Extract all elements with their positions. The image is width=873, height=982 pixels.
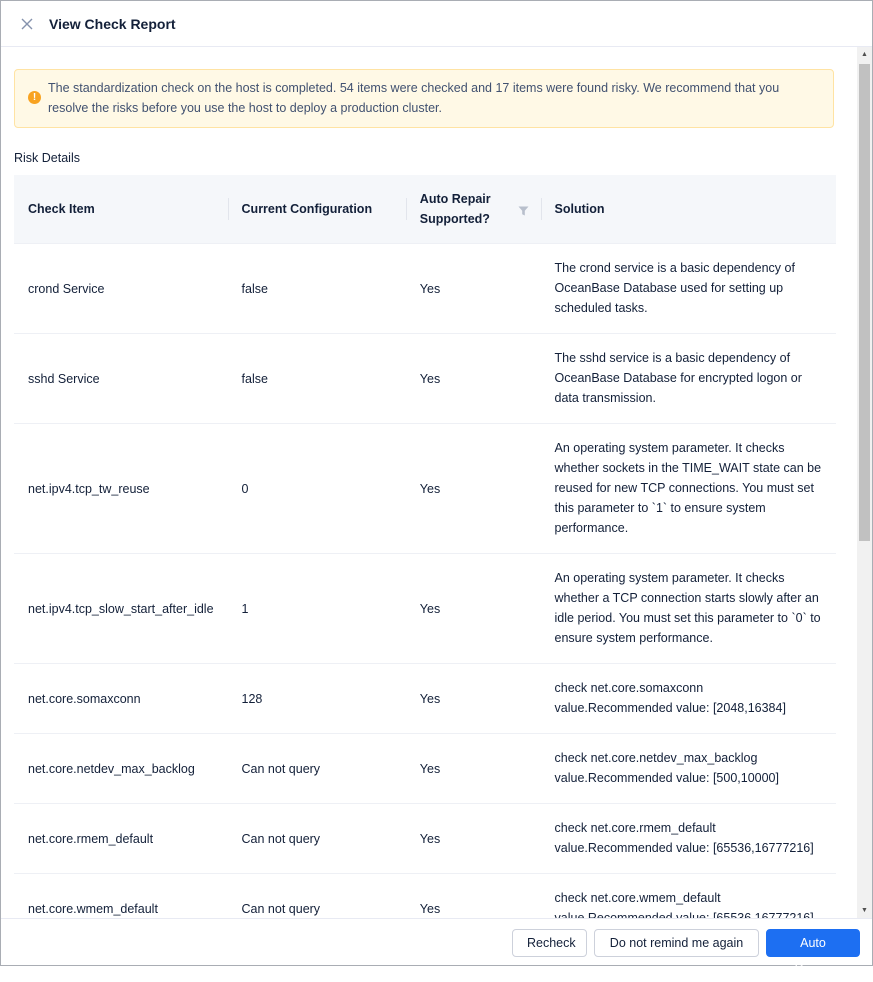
column-divider [228,198,229,220]
table-row [14,424,836,554]
column-header-current-configuration [228,175,406,244]
cell-solution: An operating system parameter. It checks whether a TCP connection starts slowly after an idle period. You must set this parameter to `0` to ensure system performance. [541,554,836,664]
column-header-label: Solution [554,202,605,216]
do-not-remind-button[interactable]: Do not remind me again [594,929,759,957]
cell-check-item: net.core.netdev_max_backlog [14,734,228,804]
cell-auto-repair: Yes [406,734,541,804]
table-row [14,244,836,334]
scroll-down-arrow-icon[interactable]: ▼ [861,907,868,914]
cell-current-configuration: Can not query [228,804,406,874]
cell-auto-repair: Yes [406,874,541,944]
auto-repair-button[interactable]: Auto Repair [766,929,860,957]
cell-auto-repair: Yes [406,244,541,334]
cell-auto-repair: Yes [406,804,541,874]
table-header-row [14,175,836,244]
recheck-button[interactable]: Recheck [512,929,587,957]
column-header-label: Auto Repair Supported? [419,192,491,226]
table-row [14,664,836,734]
cell-auto-repair: Yes [406,424,541,554]
column-header-label: Current Configuration [241,202,373,216]
dialog-footer [1,918,872,976]
cell-check-item: net.ipv4.tcp_slow_start_after_idle [14,554,228,664]
cell-current-configuration: 1 [228,554,406,664]
cell-check-item: net.ipv4.tcp_tw_reuse [14,424,228,554]
column-header-check-item [14,175,228,244]
cell-check-item: sshd Service [14,334,228,424]
vertical-scrollbar[interactable] [857,47,872,918]
scroll-thumb[interactable] [859,64,870,541]
cell-auto-repair: Yes [406,664,541,734]
column-header-solution [541,175,836,244]
warning-alert [14,69,834,128]
filter-icon[interactable] [518,202,529,212]
cell-current-configuration: false [228,244,406,334]
cell-solution: check net.core.rmem_default value.Recommended value: [65536,16777216] [541,804,836,874]
risk-details-label: Risk Details [14,151,80,165]
cell-auto-repair: Yes [406,554,541,664]
table-row [14,334,836,424]
dialog-title: View Check Report [49,15,176,32]
cell-current-configuration: 0 [228,424,406,554]
column-header-auto-repair [406,175,541,244]
cell-solution: check net.core.wmem_default [541,874,836,944]
column-divider [541,198,542,220]
cell-current-configuration: 128 [228,664,406,734]
close-icon[interactable] [20,17,34,31]
cell-solution: check net.core.netdev_max_backlog value.Recommended value: [500,10000] [541,734,836,804]
dialog-body [1,47,857,918]
alert-message: The standardization check on the host is completed. 54 items were checked and 17 items were found risky. We recommend that you resolve the risks before you use the host to deploy a production cluster. [48,81,780,115]
cell-check-item: crond Service [14,244,228,334]
column-header-label: Check Item [28,202,95,216]
table-row [14,554,836,664]
table-row [14,804,836,874]
cell-current-configuration: false [228,334,406,424]
cell-check-item: net.core.wmem_default [14,874,228,944]
table-row [14,734,836,804]
cell-check-item: net.core.somaxconn [14,664,228,734]
cell-check-item: net.core.rmem_default [14,804,228,874]
risk-table [14,175,836,944]
cell-solution: The sshd service is a basic dependency of OceanBase Database for encrypted logon or data transmission. [541,334,836,424]
dialog-header [1,1,872,47]
cell-solution: The crond service is a basic dependency of OceanBase Database used for setting up scheduled tasks. [541,244,836,334]
cell-solution: An operating system parameter. It checks whether sockets in the TIME_WAIT state can be reused for new TCP connections. You must set this parameter to `1` to ensure system performance. [541,424,836,554]
cell-auto-repair: Yes [406,334,541,424]
warning-icon: ! [28,91,41,104]
cell-solution: check net.core.somaxconn value.Recommended value: [2048,16384] [541,664,836,734]
cell-current-configuration: Can not query [228,874,406,944]
column-divider [406,198,407,220]
cell-current-configuration: Can not query [228,734,406,804]
scroll-up-arrow-icon[interactable]: ▲ [861,51,868,58]
